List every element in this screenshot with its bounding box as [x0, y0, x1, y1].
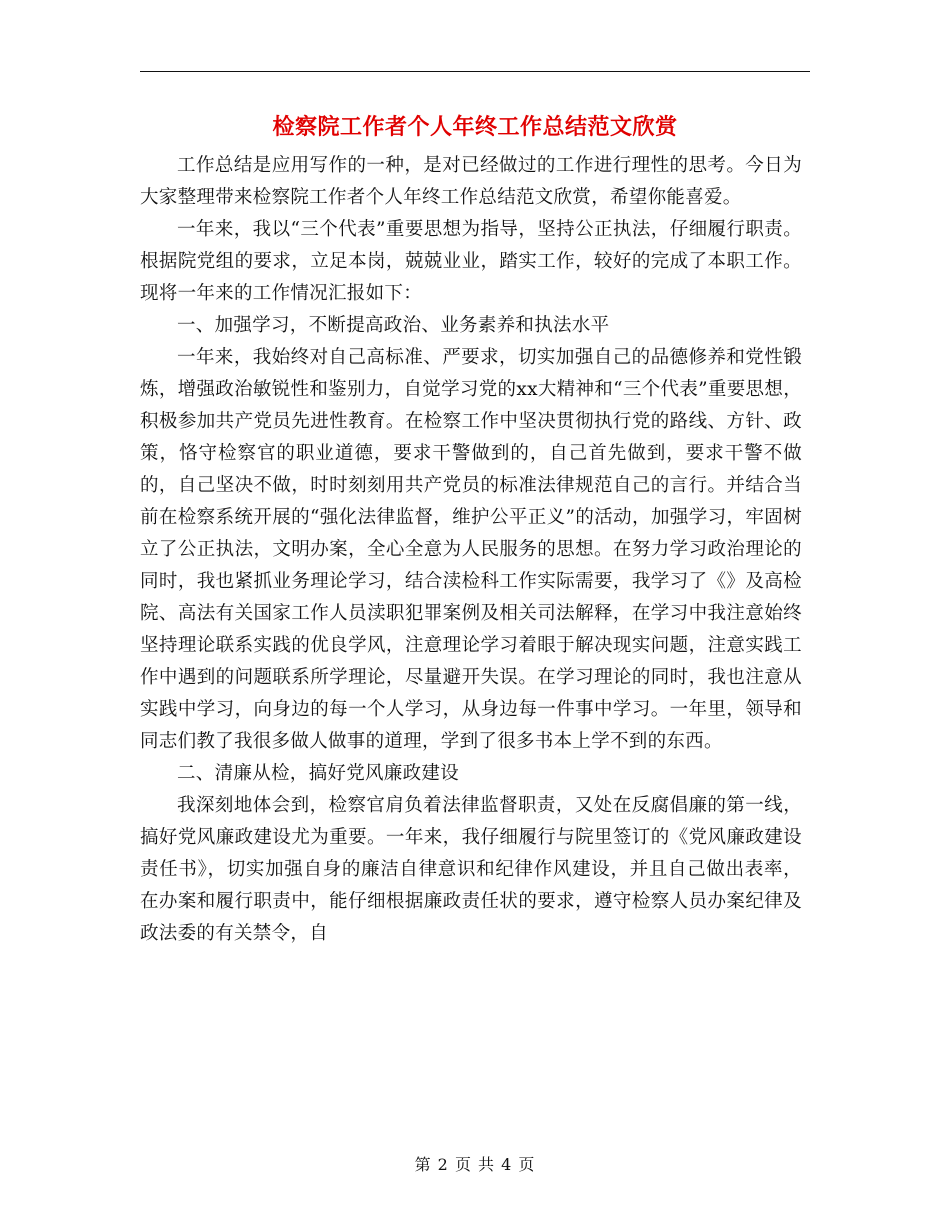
paragraph-integrity: 我深刻地体会到，检察官肩负着法律监督职责，又处在反腐倡廉的第一线，搞好党风廉政建设尤为重要。一年来，我仔细履行与院里签订的《党风廉政建设责任书》，切实加强自身的廉洁自律意识和纪律作风建设，并且自己做出表率，在办案和履行职责中，能仔细根据廉政责任状的要求，遵守检察人员办案纪律及政法委的有关禁令，自 [140, 795, 802, 944]
paragraph-intro: 工作总结是应用写作的一种，是对已经做过的工作进行理性的思考。今日为大家整理带来检察院工作者个人年终工作总结范文欣赏，希望你能喜爱。 [140, 155, 802, 208]
paragraph-study: 一年来，我始终对自己高标准、严要求，切实加强自己的品德修养和党性锻炼，增强政治敏锐性和鉴别力，自觉学习党的xx大精神和“三个代表”重要思想，积极参加共产党员先进性教育。在检察工作中坚决贯彻执行党的路线、方针、政策，恪守检察官的职业道德，要求干警做到的，自己首先做到，要求干警不做的，自己坚决不做，时时刻刻用共产党员的标准法律规范自己的言行。并结合当前在检察系统开展的“强化法律监督，维护公平正义”的活动，加强学习，牢固树立了公正执法，文明办案，全心全意为人民服务的思想。在努力学习政治理论的同时，我也紧抓业务理论学习，结合渎检科工作实际需要，我学习了《》及高检院、高法有关国家工作人员渎职犯罪案例及相关司法解释，在学习中我注意始终坚持理论联系实践的优良学风，注意理论学习着眼于解决现实问题，注意实践工作中遇到的问题联系所学理论，尽量避开失误。在学习理论的同时，我也注意从实践中学习，向身边的每一个人学习，从身边每一件事中学习。一年里，领导和同志们教了我很多做人做事的道理，学到了很多书本上学不到的东西。 [140, 347, 802, 752]
document-title: 检察院工作者个人年终工作总结范文欣赏 [272, 114, 678, 140]
section-heading-2: 二、清廉从检，搞好党风廉政建设 [177, 763, 460, 784]
page-footer: 第 2 页 共 4 页 [414, 1155, 536, 1174]
document-body [140, 150, 802, 950]
header-rule [140, 71, 810, 72]
section-heading-1: 一、加强学习，不断提高政治、业务素养和执法水平 [177, 315, 610, 336]
paragraph-overview: 一年来，我以“三个代表”重要思想为指导，坚持公正执法，仔细履行职责。根据院党组的要求，立足本岗，兢兢业业，踏实工作，较好的完成了本职工作。现将一年来的工作情况汇报如下： [140, 219, 802, 304]
